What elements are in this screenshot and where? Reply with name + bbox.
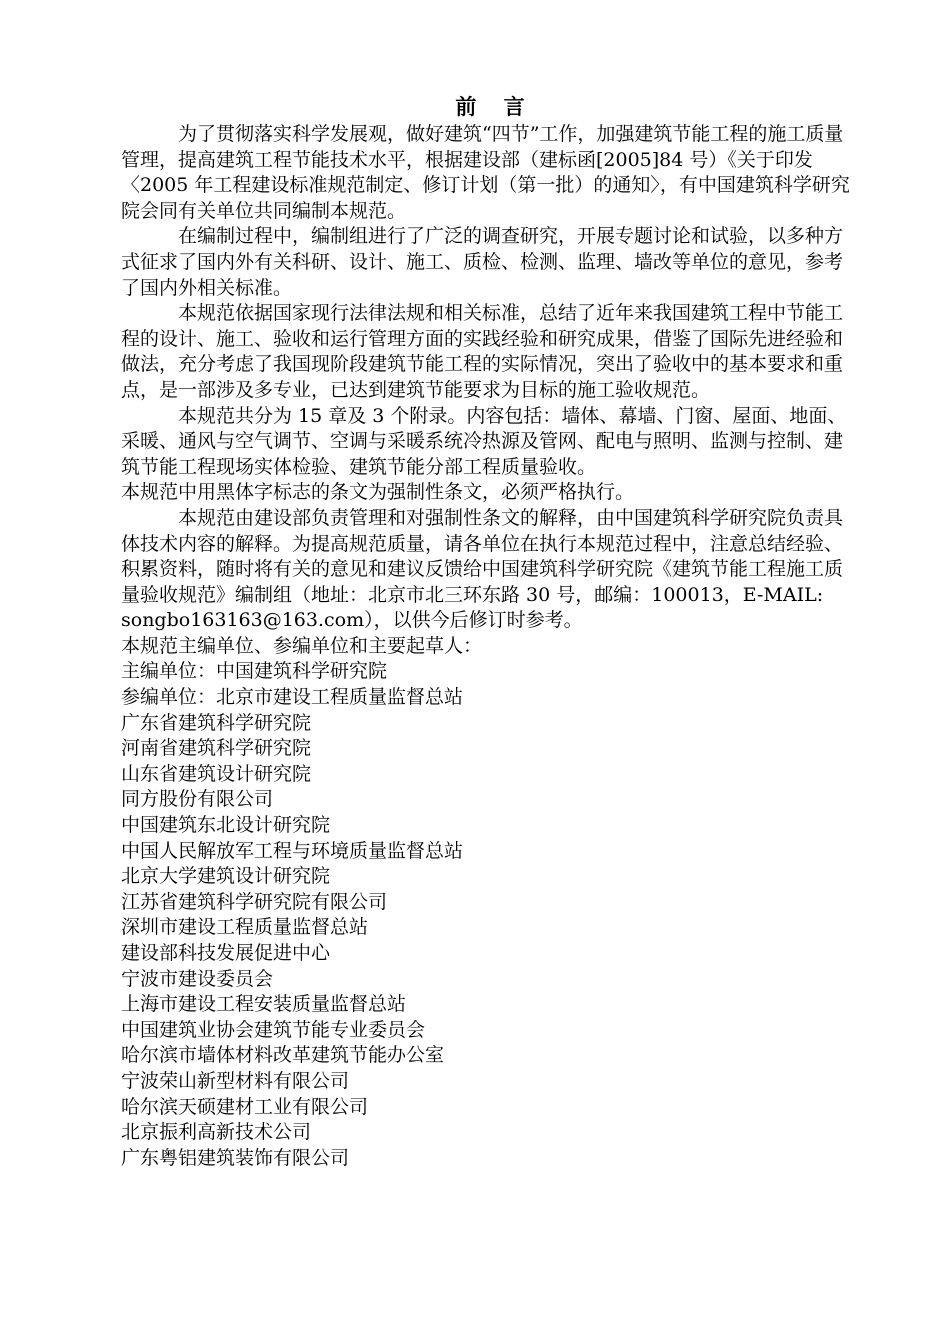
- participating-unit: 北京振利高新技术公司: [121, 1121, 312, 1144]
- participating-unit: 中国建筑业协会建筑节能专业委员会: [121, 1018, 426, 1041]
- participating-unit: 同方股份有限公司: [121, 788, 274, 811]
- participating-unit: 哈尔滨市墙体材料改革建筑节能办公室: [121, 1044, 445, 1067]
- document-body: [121, 92, 861, 1171]
- participating-unit: 中国建筑东北设计研究院: [121, 814, 331, 837]
- paragraph-process: 在编制过程中，编制组进行了广泛的调查研究，开展专题讨论和试验，以多种方式征求了国内外有关科研、设计、施工、质检、检测、监理、墙改等单位的意见，参考了国内外相关标准。: [121, 225, 844, 299]
- participating-unit: 江苏省建筑科学研究院有限公司: [121, 890, 388, 913]
- participating-units-list: [121, 711, 861, 1172]
- paragraph-purpose: 为了贯彻落实科学发展观，做好建筑“四节”工作，加强建筑节能工程的施工质量管理，提高建筑工程节能技术水平，根据建设部（建标函[2005]84 号）《关于印发〈2005 年工程建设标准规范制定、修订计划（第一批）的通知〉，有中国建筑科学研究院会同有关单位共同编制本规范。: [121, 123, 850, 222]
- participating-unit: 山东省建筑设计研究院: [121, 762, 312, 785]
- participating-unit: 深圳市建设工程质量监督总站: [121, 916, 369, 939]
- mandatory-note: 本规范中用黑体字标志的条文为强制性条文，必须严格执行。: [121, 481, 635, 504]
- page-title: 前 言: [455, 94, 535, 119]
- paragraph-contact: 本规范由建设部负责管理和对强制性条文的解释，由中国建筑科学研究院负责具体技术内容的解释。为提高规范质量，请各单位在执行本规范过程中，注意总结经验、积累资料，随时将有关的意见和建议反馈给中国建筑科学研究院《建筑节能工程施工质量验收规范》编制组（地址：北京市北三环东路 30 号，邮编：100013，E-MAIL: songbo163163@163.com），以供今后修订时参考。: [121, 506, 844, 632]
- participating-unit: 建设部科技发展促进中心: [121, 942, 331, 964]
- participating-unit-first: 参编单位：北京市建设工程质量监督总站: [121, 686, 464, 709]
- participating-unit: 宁波市建设委员会: [121, 967, 274, 990]
- units-intro: 本规范主编单位、参编单位和主要起草人：: [121, 634, 483, 657]
- participating-unit: 北京大学建筑设计研究院: [121, 865, 331, 888]
- participating-unit: 上海市建设工程安装质量监督总站: [121, 993, 407, 1016]
- chief-unit: 主编单位：中国建筑科学研究院: [121, 660, 388, 683]
- paragraph-contents: 本规范共分为 15 章及 3 个附录。内容包括：墙体、幕墙、门窗、屋面、地面、采暖、通风与空气调节、空调与采暖系统冷热源及管网、配电与照明、监测与控制、建筑节能工程现场实体检验、建筑节能分部工程质量验收。: [121, 404, 847, 478]
- participating-unit: 哈尔滨天硕建材工业有限公司: [121, 1095, 369, 1118]
- paragraph-basis: 本规范依据国家现行法律法规和相关标准，总结了近年来我国建筑工程中节能工程的设计、施工、验收和运行管理方面的实践经验和研究成果，借鉴了国际先进经验和做法，充分考虑了我国现阶段建筑节能工程的实际情况，突出了验收中的基本要求和重点，是一部涉及多专业，已达到建筑节能要求为目标的施工验收规范。: [121, 302, 844, 401]
- participating-unit: 广东省建筑科学研究院: [121, 711, 312, 734]
- participating-unit: 中国人民解放军工程与环境质量监督总站: [121, 839, 464, 862]
- participating-unit: 宁波荣山新型材料有限公司: [121, 1069, 350, 1092]
- participating-unit: 广东粤铝建筑装饰有限公司: [121, 1146, 350, 1169]
- participating-unit: 河南省建筑科学研究院: [121, 737, 312, 760]
